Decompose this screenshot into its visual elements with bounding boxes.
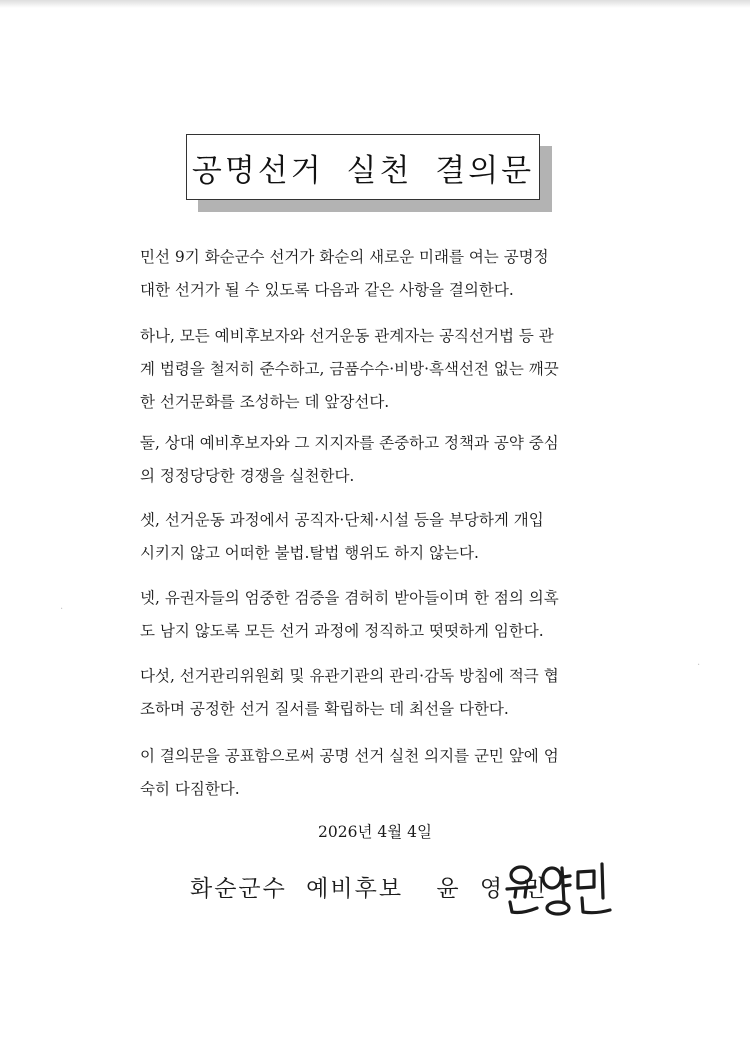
scan-speck: · <box>697 660 701 671</box>
document-date: 2026년 4월 4일 <box>318 823 432 841</box>
paragraph-line: 의 정정당당한 경쟁을 실천한다. <box>140 467 355 485</box>
paragraph-line: 도 남지 않도록 모든 선거 과정에 정직하고 떳떳하게 임한다. <box>140 622 544 640</box>
paragraph-line: 셋, 선거운동 과정에서 공직자·단체·시설 등을 부당하게 개입 <box>140 511 544 529</box>
paragraph-line: 대한 선거가 될 수 있도록 다음과 같은 사항을 결의한다. <box>140 281 514 299</box>
scan-speck: · <box>60 604 64 615</box>
handwritten-signature <box>504 858 614 920</box>
paragraph-line: 시키지 않고 어떠한 불법.탈법 행위도 하지 않는다. <box>140 544 479 562</box>
paragraph-line: 이 결의문을 공표함으로써 공명 선거 실천 의지를 군민 앞에 엄 <box>140 747 559 765</box>
paragraph-line: 계 법령을 철저히 준수하고, 금품수수·비방·흑색선전 없는 깨끗 <box>140 360 559 378</box>
paragraph-line: 다섯, 선거관리위원회 및 유관기관의 관리·감독 방침에 적극 협 <box>140 667 559 685</box>
paragraph-line: 넷, 유권자들의 엄중한 검증을 겸허히 받아들이며 한 점의 의혹 <box>140 589 559 607</box>
paragraph-item-4 <box>140 582 620 648</box>
paragraph-line: 조하며 공정한 선거 질서를 확립하는 데 최선을 다한다. <box>140 700 509 718</box>
paragraph-item-2 <box>140 427 620 493</box>
paragraph-item-5 <box>140 660 620 726</box>
paragraph-line: 민선 9기 화순군수 선거가 화순의 새로운 미래를 여는 공명정 <box>140 248 549 266</box>
title-box <box>186 134 540 200</box>
paragraph-item-3 <box>140 504 620 570</box>
paragraph-line: 숙히 다짐한다. <box>140 780 240 798</box>
signer-name: 윤 영 민 <box>436 876 548 902</box>
paragraph-line: 하나, 모든 예비후보자와 선거운동 관계자는 공직선거법 등 관 <box>140 327 554 345</box>
paragraph-intro <box>140 241 620 307</box>
paragraph-line: 한 선거문화를 조성하는 데 앞장선다. <box>140 393 390 411</box>
paragraph-line: 둘, 상대 예비후보자와 그 지지자를 존중하고 정책과 공약 중심 <box>140 434 559 452</box>
scan-edge <box>0 0 750 8</box>
document-title: 공명선거 실천 결의문 <box>191 152 535 189</box>
signer-position: 화순군수 예비후보 <box>190 876 404 902</box>
paragraph-closing <box>140 740 620 806</box>
paragraph-item-1 <box>140 320 620 419</box>
